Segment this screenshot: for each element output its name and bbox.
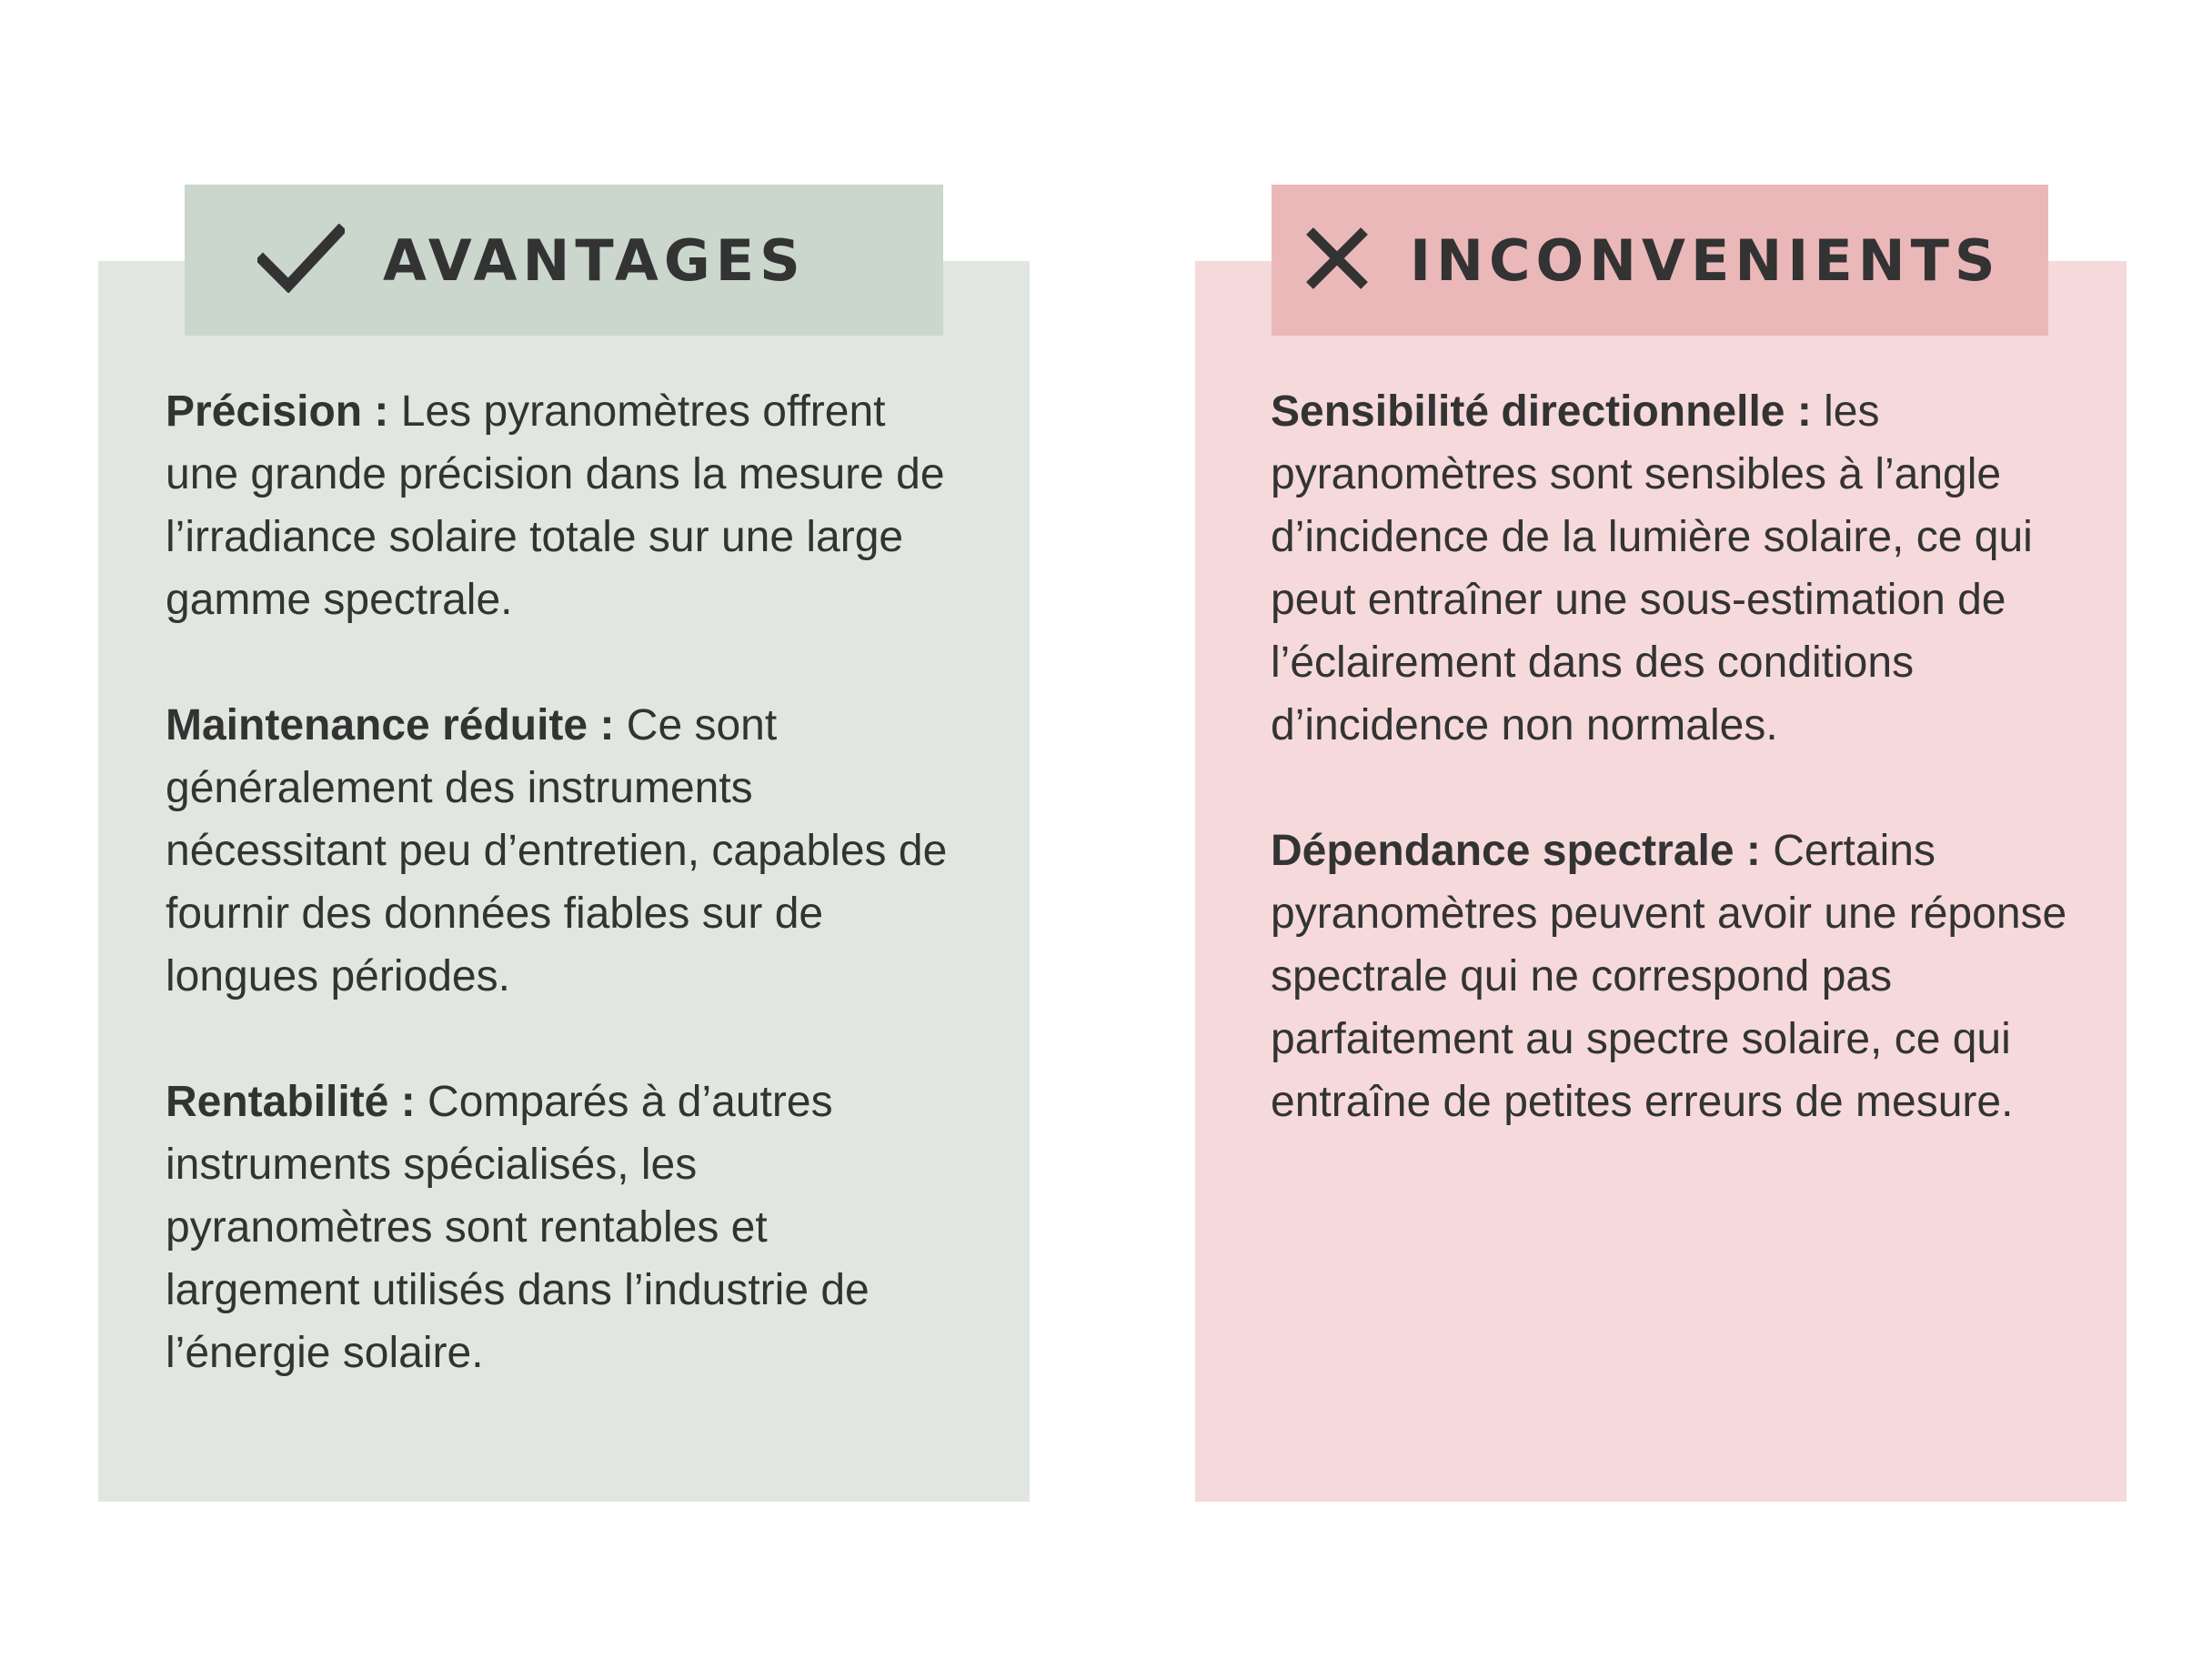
advantage-item-text: Comparés à d’autres instruments spécialisés, les pyranomètres sont rentables et largement utilisés dans l’industrie de l’énergie solaire. bbox=[166, 1078, 870, 1377]
advantage-item-label: Précision : bbox=[166, 387, 389, 436]
disadvantages-title: INCONVENIENTS bbox=[1410, 226, 2001, 294]
advantage-item-text: Les pyranomètres offrent une grande précision dans la mesure de l’irradiance solaire totale sur une large gamme spectrale. bbox=[166, 387, 945, 624]
disadvantage-item bbox=[1271, 380, 2071, 757]
disadvantage-item-label: Dépendance spectrale : bbox=[1271, 827, 1761, 875]
disadvantage-item-text: les pyranomètres sont sensibles à l’angle d’incidence de la lumière solaire, ce qui peut entraîner une sous-estimation de l’éclairement dans des conditions d’incidence non normales. bbox=[1271, 387, 2033, 749]
advantage-item-text: Ce sont généralement des instruments nécessitant peu d’entretien, capables de fournir des données fiables sur de longues périodes. bbox=[166, 701, 948, 1000]
advantages-header bbox=[185, 185, 943, 336]
advantages-title: AVANTAGES bbox=[383, 226, 806, 294]
disadvantages-header bbox=[1272, 185, 2048, 336]
disadvantages-list bbox=[1271, 380, 2071, 1133]
disadvantage-item-text: Certains pyranomètres peuvent avoir une réponse spectrale qui ne correspond pas parfaitement au spectre solaire, ce qui entraîne de petites erreurs de mesure. bbox=[1271, 827, 2067, 1126]
advantage-item bbox=[166, 380, 966, 631]
advantage-item-label: Maintenance réduite : bbox=[166, 701, 615, 749]
advantages-list bbox=[166, 380, 966, 1384]
cross-icon bbox=[1302, 224, 1372, 297]
advantage-item bbox=[166, 694, 966, 1008]
advantage-item-label: Rentabilité : bbox=[166, 1078, 416, 1126]
disadvantage-item-label: Sensibilité directionnelle : bbox=[1271, 387, 1812, 436]
disadvantage-item bbox=[1271, 819, 2071, 1133]
advantage-item bbox=[166, 1071, 966, 1384]
checkmark-icon bbox=[257, 224, 345, 297]
